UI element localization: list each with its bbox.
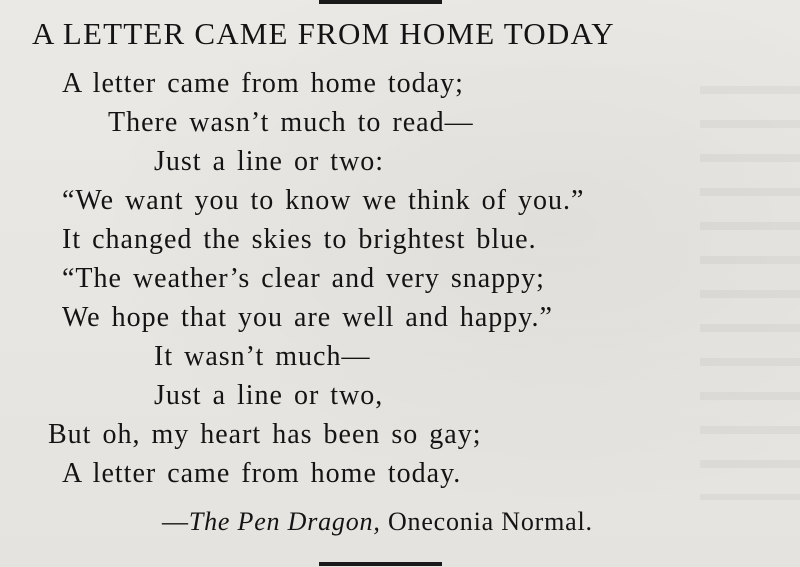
paper-bleed-through	[700, 60, 800, 500]
poem-line: “We want you to know we think of you.”	[62, 185, 585, 216]
poem-line: “The weather’s clear and very snappy;	[62, 263, 545, 294]
top-rule	[319, 0, 442, 4]
poem-title: A LETTER CAME FROM HOME TODAY	[32, 16, 615, 51]
poem-line: There wasn’t much to read—	[108, 107, 474, 138]
poem-line: It wasn’t much—	[154, 341, 371, 372]
attribution-source: Oneconia Normal.	[380, 507, 593, 536]
poem-line: But oh, my heart has been so gay;	[48, 419, 482, 450]
poem-line: A letter came from home today;	[62, 68, 464, 99]
poem-line: Just a line or two:	[154, 146, 385, 177]
poem-line: It changed the skies to brightest blue.	[62, 224, 537, 255]
attribution-dash: —	[162, 507, 189, 536]
poem-line: A letter came from home today.	[62, 458, 462, 489]
attribution-publication: The Pen Dragon,	[188, 507, 381, 536]
poem-line: We hope that you are well and happy.”	[62, 302, 553, 333]
poem-line: Just a line or two,	[154, 380, 384, 411]
poem-attribution	[162, 504, 593, 540]
bottom-rule	[319, 562, 442, 566]
